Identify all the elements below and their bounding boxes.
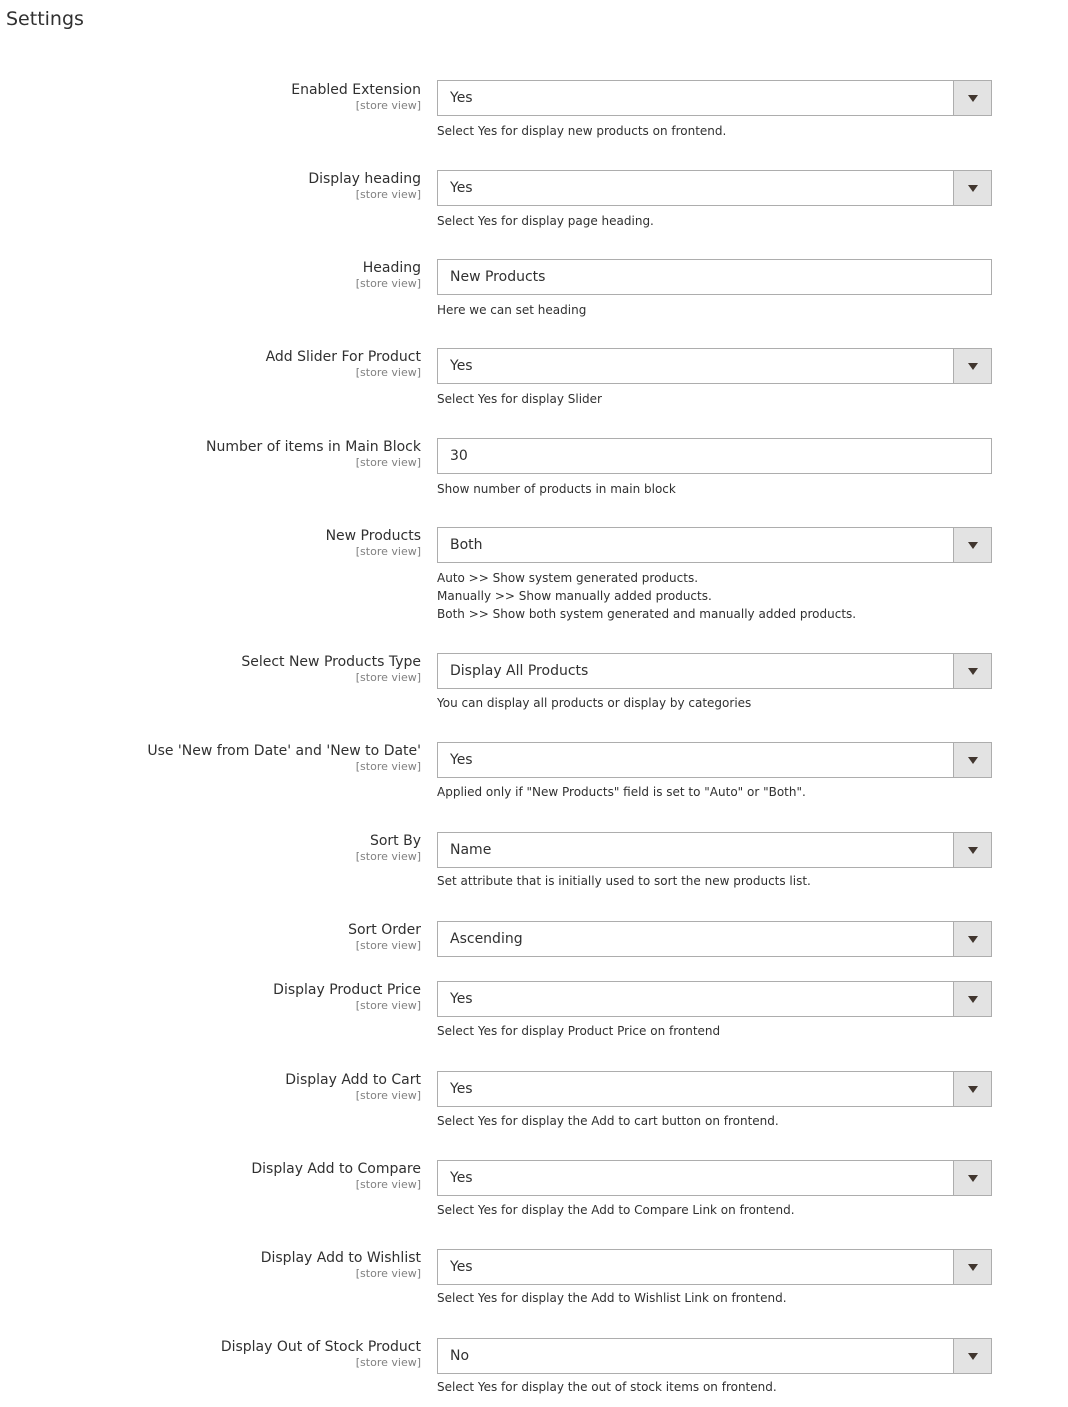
add-slider-select[interactable] xyxy=(437,348,992,384)
field-note xyxy=(437,1112,1037,1130)
chevron-down-icon xyxy=(968,1264,978,1271)
select-value: Yes xyxy=(450,1081,473,1097)
select-arrow-button[interactable] xyxy=(953,743,991,777)
select-arrow-button[interactable] xyxy=(953,982,991,1016)
field-label-block xyxy=(0,1071,421,1103)
select-value: Yes xyxy=(450,991,473,1007)
chevron-down-icon xyxy=(968,185,978,192)
scope-label: [store view] xyxy=(355,456,421,469)
use-new-dates-select[interactable] xyxy=(437,742,992,778)
field-label-block xyxy=(0,981,421,1013)
field-label-block xyxy=(0,527,421,559)
field-note xyxy=(437,694,1037,712)
field-label: Enabled Extension xyxy=(291,82,421,98)
field-note xyxy=(437,1022,1037,1040)
field-label: Add Slider For Product xyxy=(265,349,421,365)
chevron-down-icon xyxy=(968,1175,978,1182)
field-label: Sort By xyxy=(369,833,421,849)
display-out-of-stock-select[interactable] xyxy=(437,1338,992,1374)
field-label: Display Add to Cart xyxy=(285,1072,421,1088)
field-label-block xyxy=(0,348,421,380)
chevron-down-icon xyxy=(968,668,978,675)
field-label: Display Add to Wishlist xyxy=(260,1250,421,1266)
chevron-down-icon xyxy=(968,757,978,764)
field-note xyxy=(437,301,1037,319)
field-label: New Products xyxy=(325,528,421,544)
select-arrow-button[interactable] xyxy=(953,654,991,688)
chevron-down-icon xyxy=(968,1086,978,1093)
chevron-down-icon xyxy=(968,936,978,943)
scope-label: [store view] xyxy=(355,671,421,684)
chevron-down-icon xyxy=(968,95,978,102)
field-label-block xyxy=(0,1338,421,1370)
select-value: Display All Products xyxy=(450,663,589,679)
display-add-to-wishlist-select[interactable] xyxy=(437,1249,992,1285)
enabled-extension-select[interactable] xyxy=(437,80,992,116)
select-value: Yes xyxy=(450,1259,473,1275)
field-note xyxy=(437,1378,1037,1396)
field-note xyxy=(437,480,1037,498)
scope-label: [store view] xyxy=(355,760,421,773)
display-add-to-compare-select[interactable] xyxy=(437,1160,992,1196)
field-label-block xyxy=(0,1160,421,1192)
select-arrow-button[interactable] xyxy=(953,349,991,383)
note-line: Select Yes for display the out of stock items on frontend. xyxy=(437,1380,777,1394)
select-arrow-button[interactable] xyxy=(953,171,991,205)
note-line: Select Yes for display the Add to Compare Link on frontend. xyxy=(437,1203,795,1217)
scope-label: [store view] xyxy=(355,1089,421,1102)
field-label: Display heading xyxy=(308,171,421,187)
select-value: Yes xyxy=(450,90,473,106)
field-label: Display Out of Stock Product xyxy=(220,1339,421,1355)
field-label-block xyxy=(0,259,421,291)
field-note xyxy=(437,1289,1037,1307)
new-products-select[interactable] xyxy=(437,527,992,563)
field-label-block xyxy=(0,170,421,202)
field-note xyxy=(437,872,1037,890)
select-value: Yes xyxy=(450,180,473,196)
scope-label: [store view] xyxy=(355,1356,421,1369)
select-arrow-button[interactable] xyxy=(953,833,991,867)
note-line: Select Yes for display Product Price on frontend xyxy=(437,1024,721,1038)
scope-label: [store view] xyxy=(355,850,421,863)
select-value: No xyxy=(450,1348,470,1364)
select-arrow-button[interactable] xyxy=(953,528,991,562)
field-label: Sort Order xyxy=(348,922,421,938)
field-label-block xyxy=(0,832,421,864)
scope-label: [store view] xyxy=(355,1267,421,1280)
select-arrow-button[interactable] xyxy=(953,922,991,956)
select-value: Yes xyxy=(450,358,473,374)
note-line: Here we can set heading xyxy=(437,303,587,317)
field-label: Heading xyxy=(362,260,421,276)
select-arrow-button[interactable] xyxy=(953,1339,991,1373)
field-note xyxy=(437,122,1037,140)
chevron-down-icon xyxy=(968,847,978,854)
chevron-down-icon xyxy=(968,996,978,1003)
field-label-block xyxy=(0,653,421,685)
sort-order-select[interactable] xyxy=(437,921,992,957)
select-arrow-button[interactable] xyxy=(953,81,991,115)
select-arrow-button[interactable] xyxy=(953,1072,991,1106)
select-arrow-button[interactable] xyxy=(953,1161,991,1195)
scope-label: [store view] xyxy=(355,999,421,1012)
chevron-down-icon xyxy=(968,1353,978,1360)
scope-label: [store view] xyxy=(355,366,421,379)
input-value: New Products xyxy=(450,269,546,285)
field-label: Display Product Price xyxy=(273,982,421,998)
note-line: Show number of products in main block xyxy=(437,482,676,496)
field-label-block xyxy=(0,742,421,774)
field-label: Select New Products Type xyxy=(241,654,421,670)
scope-label: [store view] xyxy=(355,188,421,201)
scope-label: [store view] xyxy=(355,939,421,952)
input-value: 30 xyxy=(450,448,468,464)
scope-label: [store view] xyxy=(355,277,421,290)
field-note xyxy=(437,390,1037,408)
field-note xyxy=(437,1201,1037,1219)
display-price-select[interactable] xyxy=(437,981,992,1017)
field-label-block xyxy=(0,438,421,470)
note-line: Select Yes for display Slider xyxy=(437,392,602,406)
select-value: Yes xyxy=(450,752,473,768)
field-note xyxy=(437,783,1037,801)
select-arrow-button[interactable] xyxy=(953,1250,991,1284)
chevron-down-icon xyxy=(968,542,978,549)
new-products-type-select[interactable] xyxy=(437,653,992,689)
field-note xyxy=(437,569,1037,623)
field-label: Display Add to Compare xyxy=(251,1161,421,1177)
scope-label: [store view] xyxy=(355,545,421,558)
note-line: Set attribute that is initially used to sort the new products list. xyxy=(437,874,811,888)
scope-label: [store view] xyxy=(355,99,421,112)
note-line: Select Yes for display new products on frontend. xyxy=(437,124,727,138)
page-title: Settings xyxy=(6,8,84,30)
note-line: Select Yes for display page heading. xyxy=(437,214,654,228)
field-label-block xyxy=(0,921,421,953)
display-add-to-cart-select[interactable] xyxy=(437,1071,992,1107)
select-value: Both xyxy=(450,537,483,553)
note-line: Auto >> Show system generated products. xyxy=(437,571,699,585)
items-main-block-input[interactable] xyxy=(437,438,992,474)
field-label: Number of items in Main Block xyxy=(206,439,421,455)
field-label-block xyxy=(0,1249,421,1281)
note-line: You can display all products or display by categories xyxy=(437,696,752,710)
note-line: Applied only if "New Products" field is set to "Auto" or "Both". xyxy=(437,785,806,799)
field-label: Use 'New from Date' and 'New to Date' xyxy=(147,743,421,759)
field-label-block xyxy=(0,81,421,113)
note-line: Both >> Show both system generated and manually added products. xyxy=(437,607,857,621)
sort-by-select[interactable] xyxy=(437,832,992,868)
note-line: Select Yes for display the Add to cart button on frontend. xyxy=(437,1114,779,1128)
scope-label: [store view] xyxy=(355,1178,421,1191)
chevron-down-icon xyxy=(968,363,978,370)
display-heading-select[interactable] xyxy=(437,170,992,206)
heading-input[interactable] xyxy=(437,259,992,295)
field-note xyxy=(437,212,1037,230)
note-line: Select Yes for display the Add to Wishlist Link on frontend. xyxy=(437,1291,787,1305)
select-value: Yes xyxy=(450,1170,473,1186)
select-value: Name xyxy=(450,842,492,858)
note-line: Manually >> Show manually added products. xyxy=(437,589,712,603)
select-value: Ascending xyxy=(450,931,523,947)
